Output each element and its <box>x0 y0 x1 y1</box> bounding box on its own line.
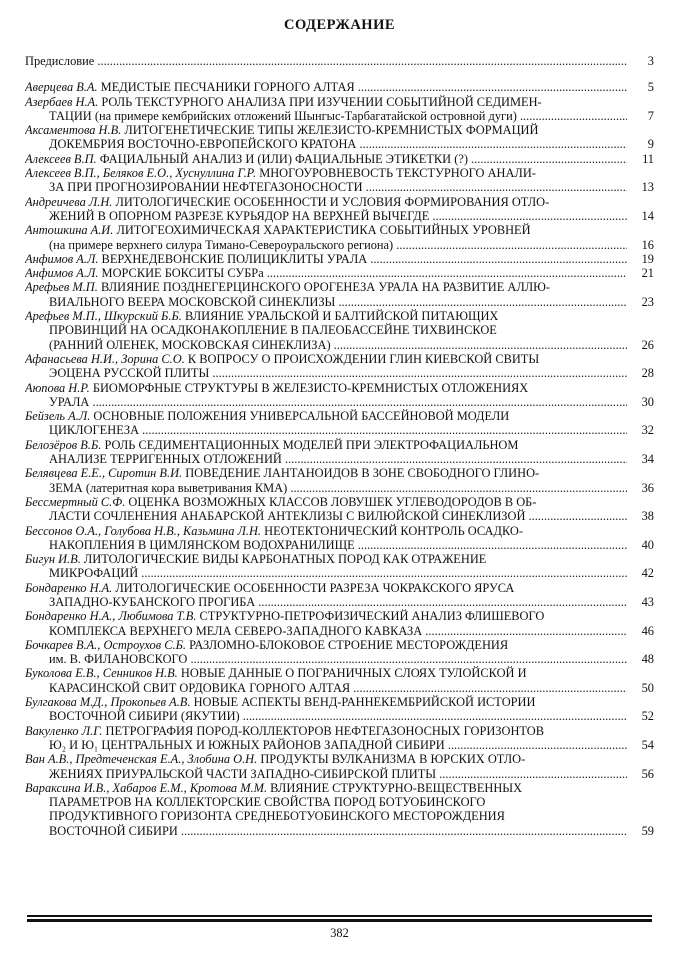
toc-entry-line <box>25 738 627 752</box>
toc-entry-line <box>25 366 627 380</box>
toc-page-number: 36 <box>641 480 654 495</box>
toc-authors: Бессонов О.А., Голубова Н.В., Казьмина Л.Н. <box>25 523 262 538</box>
toc-entry <box>25 466 657 495</box>
toc-page-number: 26 <box>641 337 654 352</box>
toc-entry-line <box>25 238 627 252</box>
toc-entry <box>25 724 657 753</box>
toc-authors: Аверцева В.А. <box>25 80 98 95</box>
toc-page-number: 21 <box>641 266 654 281</box>
toc-title-text: РАЗЛОМНО-БЛОКОВОЕ СТРОЕНИЕ МЕСТОРОЖДЕНИЯ <box>185 637 509 652</box>
toc-entry-line <box>25 80 627 94</box>
toc-title-text: ЛИТОЛОГИЧЕСКИЕ ВИДЫ КАРБОНАТНЫХ ПОРОД КАК ОТРАЖЕНИЕ <box>80 552 487 567</box>
toc-title-text: НАКОПЛЕНИЯ В ЦИМЛЯНСКОМ ВОДОХРАНИЛИЩЕ <box>49 537 355 552</box>
toc-entry <box>25 280 657 309</box>
toc-authors: Вараксина И.В., Хабаров Е.М., Кротова М.М. <box>25 780 268 795</box>
toc-entry-line <box>25 795 627 809</box>
toc-entry-line <box>25 495 627 509</box>
toc-entry <box>25 781 657 838</box>
toc-title-text: ЖЕНИЯХ ПРИУРАЛЬСКОЙ ЧАСТИ ЗАПАДНО-СИБИРСКОЙ ПЛИТЫ <box>49 766 437 781</box>
toc-entry-line <box>25 123 627 137</box>
toc-authors: Антошкина А.И. <box>25 223 114 238</box>
toc-authors: Бессмертный С.Ф. <box>25 494 126 509</box>
toc-title-text: ПЕТРОГРАФИЯ ПОРОД-КОЛЛЕКТОРОВ НЕФТЕГАЗОНОСНЫХ ГОРИЗОНТОВ <box>102 723 545 738</box>
toc-title-text: МНОГОУРОВНЕВОСТЬ ТЕКСТУРНОГО АНАЛИ- <box>256 166 536 181</box>
toc-entry <box>25 409 657 438</box>
toc-title-text: ПРОВИНЦИЙ НА ОСАДКОНАКОПЛЕНИЕ В ПАЛЕОБАССЕЙНЕ ТИХВИНСКОЕ <box>49 323 497 338</box>
toc-entry-line <box>25 809 627 823</box>
toc-page-number: 54 <box>641 737 654 752</box>
toc-page-number: 5 <box>647 80 654 95</box>
toc-entry-line <box>25 624 627 638</box>
toc-entry <box>25 195 657 224</box>
toc-page-number: 52 <box>641 709 654 724</box>
toc-authors: Вакуленко Л.Г. <box>25 723 103 738</box>
toc-entry-line <box>25 566 627 580</box>
toc-title-text: ЖЕНИЙ В ОПОРНОМ РАЗРЕЗЕ КУРЬЯДОР НА ВЕРХНЕЙ ВЫЧЕГДЕ <box>49 208 430 223</box>
toc-entry-line <box>25 652 627 666</box>
page-title: СОДЕРЖАНИЕ <box>283 17 396 33</box>
toc-title-text: ЛИТОЛОГИЧЕСКИЕ ОСОБЕННОСТИ РАЗРЕЗА ЧОКРАКСКОГО ЯРУСА <box>112 580 515 595</box>
toc-entry-line <box>25 438 627 452</box>
toc-entry-line <box>25 252 627 266</box>
toc-entry <box>25 581 657 610</box>
toc-title-text: АНАЛИЗЕ ТЕРРИГЕННЫХ ОТЛОЖЕНИЙ <box>49 452 282 467</box>
toc-title-text: ТАЦИИ (на примере кембрийских отложений Шынгыс-Тарбагатайской островной дуги) <box>49 108 517 123</box>
toc-authors: Бондаренко Н.А. <box>25 580 113 595</box>
toc-entry <box>25 752 657 781</box>
toc-title-text: ПАРАМЕТРОВ НА КОЛЛЕКТОРСКИЕ СВОЙСТВА ПОРОД БОТУОБИНСКОГО <box>49 795 486 810</box>
toc-title-text: КОМПЛЕКСА ВЕРХНЕГО МЕЛА СЕВЕРО-ЗАПАДНОГО КАВКАЗА <box>49 623 423 638</box>
toc-entry-line <box>25 552 627 566</box>
toc-page-number: 43 <box>641 594 654 609</box>
toc-entry-line <box>25 280 627 294</box>
toc-page-number: 59 <box>641 823 654 838</box>
toc-title-text: им. В. ФИЛАНОВСКОГО <box>49 652 188 667</box>
toc-title-text: МИКРОФАЦИЙ <box>49 566 139 581</box>
toc-title-text: К ВОПРОСУ О ПРОИСХОЖДЕНИИ ГЛИН КИЕВСКОЙ СВИТЫ <box>184 351 540 366</box>
toc-entry-line <box>25 137 627 151</box>
toc-entry <box>25 638 657 667</box>
toc-authors: Афанасьева Н.И., Зорина С.О. <box>25 351 185 366</box>
toc-entry-line <box>25 581 627 595</box>
toc-entry-line <box>25 466 627 480</box>
toc-entry-line <box>25 681 627 695</box>
toc-title-text: ФАЦИАЛЬНЫЙ АНАЛИЗ И (ИЛИ) ФАЦИАЛЬНЫЕ ЭТИКЕТКИ (?) <box>96 151 468 166</box>
toc-page-number: 7 <box>647 108 654 123</box>
toc-entry <box>25 309 657 352</box>
toc-title-text: СТРУКТУРНО-ПЕТРОФИЗИЧЕСКИЙ АНАЛИЗ ФЛИШЕВОГО <box>196 609 545 624</box>
toc-entry-line <box>25 54 627 68</box>
footer-rule-thick <box>27 919 652 922</box>
toc-entry <box>25 438 657 467</box>
toc-title-text: МОРСКИЕ БОКСИТЫ СУБРа <box>98 266 264 281</box>
toc-page-number: 42 <box>641 566 654 581</box>
toc-page-number: 28 <box>641 366 654 381</box>
toc-entry-line <box>25 824 627 838</box>
toc-authors: Анфимов А.Л. <box>25 266 99 281</box>
toc-entry-line <box>25 166 627 180</box>
toc-entry-line <box>25 452 627 466</box>
toc-title-text: МЕДИСТЫЕ ПЕСЧАНИКИ ГОРНОГО АЛТАЯ <box>97 80 355 95</box>
toc-entry <box>25 381 657 410</box>
toc-entry-line <box>25 423 627 437</box>
toc-title-text: ОЦЕНКА ВОЗМОЖНЫХ КЛАССОВ ЛОВУШЕК УГЛЕВОДОРОДОВ В ОБ- <box>125 494 537 509</box>
toc-title-text: КАРАСИНСКОЙ СВИТ ОРДОВИКА ГОРНОГО АЛТАЯ <box>49 680 351 695</box>
toc-entry-line <box>25 381 627 395</box>
toc-title-text: Ю₂ И Ю₁ ЦЕНТРАЛЬНЫХ И ЮЖНЫХ РАЙОНОВ ЗАПАДНОЙ СИБИРИ <box>49 737 445 752</box>
toc-entry <box>25 524 657 553</box>
toc-page-number: 38 <box>641 509 654 524</box>
toc-page-number: 40 <box>641 537 654 552</box>
toc-title-text: (на примере верхнего силура Тимано-Североуральского региона) <box>49 237 394 252</box>
toc-title-text: ПОВЕДЕНИЕ ЛАНТАНОИДОВ В ЗОНЕ СВОБОДНОГО ГЛИНО- <box>182 466 540 481</box>
footer-rule <box>27 915 652 917</box>
toc-title-text: ВОСТОЧНОЙ СИБИРИ (ЯКУТИИ) <box>49 709 240 724</box>
toc-page-number: 14 <box>641 208 654 223</box>
toc-title-text: УРАЛА <box>49 394 90 409</box>
toc-entry-line <box>25 109 627 123</box>
toc-entry-line <box>25 481 627 495</box>
toc-title-text: ЛИТОЛОГИЧЕСКИЕ ОСОБЕННОСТИ И УСЛОВИЯ ФОРМИРОВАНИЯ ОТЛО- <box>112 194 550 209</box>
toc-title-text: ДОКЕМБРИЯ ВОСТОЧНО-ЕВРОПЕЙСКОГО КРАТОНА <box>49 137 357 152</box>
toc-title-text: ЗЕМА (латеритная кора выветривания КМА) <box>49 480 288 495</box>
toc-entry <box>25 495 657 524</box>
toc-title-text: ВЛИЯНИЕ СТРУКТУРНО-ВЕЩЕСТВЕННЫХ <box>267 780 523 795</box>
toc-entry-line <box>25 752 627 766</box>
toc-page-number: 32 <box>641 423 654 438</box>
toc-entry-line <box>25 709 627 723</box>
toc-entry-line <box>25 352 627 366</box>
toc-page-number: 19 <box>641 251 654 266</box>
toc-authors: Анфимов А.Л. <box>25 251 99 266</box>
toc-title-text: ВЕРХНЕДЕВОНСКИЕ ПОЛИЦИКЛИТЫ УРАЛА <box>98 251 368 266</box>
toc-entry-line <box>25 309 627 323</box>
toc-authors: Бейзель А.Л. <box>25 409 91 424</box>
toc-title-text: ВЛИЯНИЕ ПОЗДНЕГЕРЦИНСКОГО ОРОГЕНЕЗА УРАЛА НА РАЗВИТИЕ АЛЛЮ- <box>97 280 550 295</box>
toc-authors: Арефьев М.П. <box>25 280 98 295</box>
toc-title-text: ЦИКЛОГЕНЕЗА <box>49 423 140 438</box>
toc-entry-line <box>25 209 627 223</box>
toc-entry <box>25 123 657 152</box>
toc-authors: Алексеев В.П., Беляков Е.О., Хуснуллина Г.Р. <box>25 166 257 181</box>
toc-entry-line <box>25 180 627 194</box>
toc-title-text: ВЛИЯНИЕ УРАЛЬСКОЙ И БАЛТИЙСКОЙ ПИТАЮЩИХ <box>181 309 499 324</box>
toc-entry <box>25 166 657 195</box>
toc-page-number: 46 <box>641 623 654 638</box>
toc-authors: Бочкарев В.А., Остроухов С.Б. <box>25 637 186 652</box>
toc-entry-line <box>25 266 627 280</box>
toc-entry-line <box>25 595 627 609</box>
toc-entry <box>25 223 657 252</box>
toc-page-number: 30 <box>641 394 654 409</box>
toc-title-text: НЕОТЕКТОНИЧЕСКИЙ КОНТРОЛЬ ОСАДКО- <box>261 523 523 538</box>
toc-page-number: 23 <box>641 294 654 309</box>
toc-entry-line <box>25 223 627 237</box>
toc-authors: Булгакова М.Д., Прокопьев А.В. <box>25 695 191 710</box>
toc-page-number: 34 <box>641 452 654 467</box>
toc-title-text: ПРОДУКТЫ ВУЛКАНИЗМА В ЮРСКИХ ОТЛО- <box>257 752 526 767</box>
toc-entry <box>25 252 657 266</box>
toc-page-number: 48 <box>641 652 654 667</box>
toc-entry <box>25 266 657 280</box>
toc-title-text: (РАННИЙ ОЛЕНЕК, МОСКОВСКАЯ СИНЕКЛИЗА) <box>49 337 331 352</box>
toc-page-number: 11 <box>642 151 654 166</box>
toc-entry <box>25 352 657 381</box>
toc-entry-line <box>25 152 627 166</box>
toc-entry <box>25 552 657 581</box>
toc-entry <box>25 80 657 94</box>
toc-authors: Аксаментова Н.В. <box>25 123 122 138</box>
toc-title-text: НОВЫЕ ДАННЫЕ О ПОГРАНИЧНЫХ СЛОЯХ ТУЛОЙСКОЙ И <box>177 666 527 681</box>
toc-entry-line <box>25 767 627 781</box>
table-of-contents <box>25 54 657 838</box>
toc-page-number: 3 <box>647 54 654 68</box>
toc-title-text: ПРОДУКТИВНОГО ГОРИЗОНТА СРЕДНЕБОТУОБИНСКОГО МЕСТОРОЖДЕНИЯ <box>49 809 505 824</box>
toc-entry-line <box>25 609 627 623</box>
toc-title-text: ЛИТОГЕОХИМИЧЕСКАЯ ХАРАКТЕРИСТИКА СОБЫТИЙНЫХ УРОВНЕЙ <box>113 223 531 238</box>
toc-entry-line <box>25 695 627 709</box>
toc-authors: Андреичева Л.Н. <box>25 194 113 209</box>
toc-page-number: 9 <box>647 137 654 152</box>
toc-authors: Аюпова Н.Р. <box>25 380 90 395</box>
toc-authors: Алексеев В.П. <box>25 151 97 166</box>
page-number: 382 <box>330 926 349 940</box>
toc-page-number: 50 <box>641 680 654 695</box>
toc-entry-line <box>25 395 627 409</box>
toc-entry-line <box>25 295 627 309</box>
toc-title-text: ОСНОВНЫЕ ПОЛОЖЕНИЯ УНИВЕРСАЛЬНОЙ БАССЕЙНОВОЙ МОДЕЛИ <box>90 409 510 424</box>
toc-title-text: РОЛЬ ТЕКСТУРНОГО АНАЛИЗА ПРИ ИЗУЧЕНИИ СОБЫТИЙНОЙ СЕДИМЕН- <box>98 94 542 109</box>
toc-title-text: ВОСТОЧНОЙ СИБИРИ <box>49 823 178 838</box>
toc-entry-line <box>25 781 627 795</box>
toc-title-text: ЗА ПРИ ПРОГНОЗИРОВАНИИ НЕФТЕГАЗОНОСНОСТИ <box>49 180 363 195</box>
toc-title-text: БИОМОРФНЫЕ СТРУКТУРЫ В ЖЕЛЕЗИСТО-КРЕМНИСТЫХ ОТЛОЖЕНИЯХ <box>89 380 529 395</box>
toc-title-text: ЗАПАДНО-КУБАНСКОГО ПРОГИБА <box>49 594 256 609</box>
toc-entry-line <box>25 409 627 423</box>
toc-authors: Бигун И.В. <box>25 552 81 567</box>
toc-title-text: РОЛЬ СЕДИМЕНТАЦИОННЫХ МОДЕЛЕЙ ПРИ ЭЛЕКТРОФАЦИАЛЬНОМ <box>101 437 519 452</box>
toc-authors: Ван А.В., Предтеченская Е.А., Злобина О.Н. <box>25 752 258 767</box>
toc-authors: Бондаренко Н.А., Любимова Т.В. <box>25 609 197 624</box>
toc-authors: Белозёров В.Б. <box>25 437 102 452</box>
toc-title-text: ВИАЛЬНОГО ВЕЕРА МОСКОВСКОЙ СИНЕКЛИЗЫ <box>49 294 336 309</box>
toc-authors: Арефьев М.П., Шкурский Б.Б. <box>25 309 182 324</box>
toc-entry-line <box>25 538 627 552</box>
toc-title-text: ЛИТОГЕНЕТИЧЕСКИЕ ТИПЫ ЖЕЛЕЗИСТО-КРЕМНИСТЫХ ФОРМАЦИЙ <box>121 123 539 138</box>
toc-entry-line <box>25 524 627 538</box>
toc-authors: Азербаев Н.А. <box>25 94 99 109</box>
toc-page-number: 56 <box>641 766 654 781</box>
toc-entry <box>25 152 657 166</box>
toc-entry <box>25 609 657 638</box>
toc-entry-line <box>25 195 627 209</box>
toc-authors: Буколова Е.В., Сенников Н.В. <box>25 666 178 681</box>
toc-page-number: 16 <box>641 237 654 252</box>
toc-entry-line <box>25 638 627 652</box>
toc-entry-line <box>25 509 627 523</box>
toc-entry-line <box>25 95 627 109</box>
toc-title-text: ЭОЦЕНА РУССКОЙ ПЛИТЫ <box>49 366 210 381</box>
toc-entry <box>25 95 657 124</box>
toc-page-number: 13 <box>641 180 654 195</box>
toc-entry-line <box>25 338 627 352</box>
toc-title-text: ЛАСТИ СОЧЛЕНЕНИЯ АНАБАРСКОЙ АНТЕКЛИЗЫ С ВИЛЮЙСКОЙ СИНЕКЛИЗОЙ <box>49 509 526 524</box>
toc-entry <box>25 54 657 68</box>
toc-entry <box>25 695 657 724</box>
toc-entry-line <box>25 724 627 738</box>
toc-entry <box>25 666 657 695</box>
toc-entry-line <box>25 666 627 680</box>
toc-entry-line <box>25 323 627 337</box>
toc-title-text: НОВЫЕ АСПЕКТЫ ВЕНД-РАННЕКЕМБРИЙСКОЙ ИСТОРИИ <box>190 695 536 710</box>
toc-authors: Белявцева Е.Е., Сиротин В.И. <box>25 466 183 481</box>
toc-title-text: Предисловие <box>25 54 95 68</box>
